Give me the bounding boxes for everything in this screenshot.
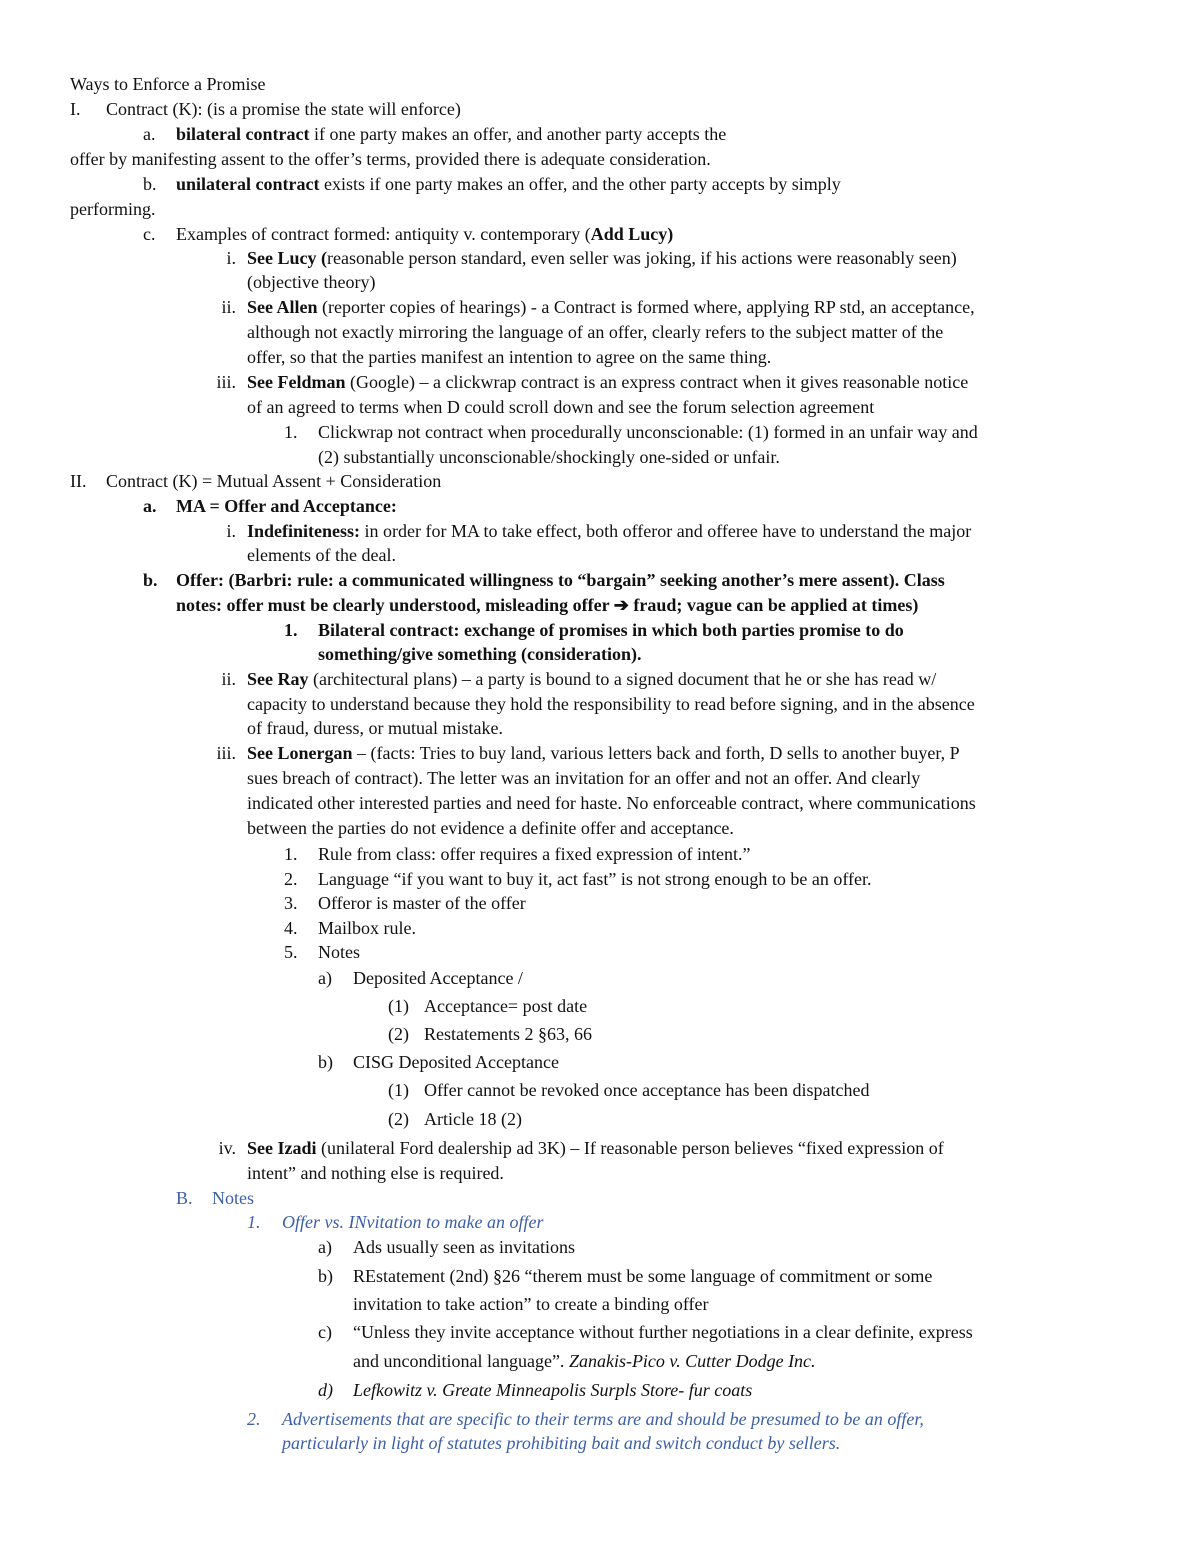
cisg-marker: b) [318,1052,333,1072]
lucy-text: reasonable person standard, even seller was joking, if his actions were reasonably seen) [327,248,957,268]
clickwrap-cont: (2) substantially unconscionable/shockingly one-sided or unfair. [318,447,780,467]
item-1c-line [176,222,673,246]
unilateral-contract-term: unilateral contract [176,174,320,194]
ray-case-name: See Ray [247,669,309,689]
note-b-cont: invitation to take action” to create a binding offer [353,1294,709,1314]
item-1b-line [176,172,841,196]
lon-item-4-text: Mailbox rule. [318,918,416,938]
note-c-cont-text: and unconditional language”. [353,1351,569,1371]
offer-heading-line2 [176,593,918,617]
lonergan-cont-1: sues breach of contract). The letter was an invitation for an offer and not an offer. And clearly [247,768,921,788]
lucy-marker: i. [226,248,236,268]
feldman-case-name: See Feldman [247,372,346,392]
allen-marker: ii. [221,297,236,317]
lonergan-cont-3: between the parties do not evidence a definite offer and acceptance. [247,818,734,838]
feldman-marker: iii. [216,372,236,392]
lon-item-5-marker: 5. [284,942,298,962]
note-b-marker: b) [318,1266,333,1286]
bilateral-contract-term: bilateral contract [176,124,310,144]
note-a-marker: a) [318,1237,332,1257]
lon-item-2-text: Language “if you want to buy it, act fast” is not strong enough to be an offer. [318,869,872,889]
offer-notes-text-end: fraud; vague can be applied at times) [628,595,919,615]
examples-text: Examples of contract formed: antiquity v. contemporary ( [176,224,591,244]
zanakis-case-name: Zanakis-Pico v. Cutter Dodge Inc. [568,1351,816,1371]
lucy-cont: (objective theory) [247,272,376,292]
notes-b-marker: B. [176,1188,193,1208]
mutual-assent-heading: MA = Offer and Acceptance: [176,496,397,516]
item-2b-marker: b. [143,570,158,590]
item-2a-marker: a. [143,496,157,516]
bilateral-cont: something/give something (consideration). [318,644,642,664]
deposited-item-2-text: Restatements 2 §63, 66 [424,1024,592,1044]
lefkowitz-case-name: Lefkowitz v. Greate Minneapolis Surpls Store- fur coats [353,1380,753,1400]
advert-text: Advertisements that are specific to their terms are and should be presumed to be an offer, [282,1409,924,1429]
deposited-text: Deposited Acceptance / [353,968,523,988]
deposited-item-1-marker: (1) [388,996,409,1016]
cisg-item-2-text: Article 18 (2) [424,1109,522,1129]
indef-cont: elements of the deal. [247,545,396,565]
feldman-line [247,370,968,394]
offer-heading-line1: Offer: (Barbri: rule: a communicated willingness to “bargain” seeking another’s mere assent). Class [176,570,945,590]
izadi-marker: iv. [218,1138,236,1158]
cisg-item-2-marker: (2) [388,1109,409,1129]
item-1a-cont: offer by manifesting assent to the offer’s terms, provided there is adequate consideration. [70,149,711,169]
lon-item-5-text: Notes [318,942,360,962]
lon-item-3-text: Offeror is master of the offer [318,893,526,913]
allen-case-name: See Allen [247,297,318,317]
cisg-item-1-text: Offer cannot be revoked once acceptance has been dispatched [424,1080,870,1100]
bilateral-text: Bilateral contract: exchange of promises in which both parties promise to do [318,620,904,640]
allen-text: (reporter copies of hearings) - a Contract is formed where, applying RP std, an acceptance, [317,297,975,317]
lonergan-case-name: See Lonergan [247,743,353,763]
deposited-marker: a) [318,968,332,988]
lucy-case-name: See Lucy ( [247,248,327,268]
ray-cont-1: capacity to understand because they hold the responsibility to read before signing, and in the absence [247,694,975,714]
bilateral-contract-def: if one party makes an offer, and another party accepts the [309,124,727,144]
offer-vs-marker: 1. [247,1212,261,1232]
lucy-line [247,246,957,270]
note-b-text: REstatement (2nd) §26 “therem must be some language of commitment or some [353,1266,933,1286]
lon-item-2-marker: 2. [284,869,298,889]
item-1a-line [176,122,726,146]
izadi-cont: intent” and nothing else is required. [247,1163,504,1183]
notes-b-heading: Notes [212,1188,254,1208]
indef-line [247,519,971,543]
section-2-heading: Contract (K) = Mutual Assent + Consideration [106,471,442,491]
offer-vs-heading: Offer vs. INvitation to make an offer [282,1212,544,1232]
advert-cont: particularly in light of statutes prohibiting bait and switch conduct by sellers. [282,1433,841,1453]
izadi-text: (unilateral Ford dealership ad 3K) – If reasonable person believes “fixed expression of [316,1138,944,1158]
section-1-marker: I. [70,99,81,119]
lon-item-1-marker: 1. [284,844,298,864]
izadi-line [247,1136,944,1160]
add-lucy-note: Add Lucy) [590,224,674,244]
allen-line [247,295,975,319]
lon-item-1-text: Rule from class: offer requires a fixed expression of intent.” [318,844,751,864]
clickwrap-marker: 1. [284,422,298,442]
arrow-icon: ➔ [613,595,629,615]
indef-marker: i. [226,521,236,541]
feldman-cont: of an agreed to terms when D could scroll down and see the forum selection agreement [247,397,875,417]
section-2-marker: II. [70,471,87,491]
ray-line [247,667,936,691]
deposited-item-1-text: Acceptance= post date [424,996,588,1016]
item-1a-marker: a. [143,124,156,144]
allen-cont-1: although not exactly mirroring the language of an offer, clearly refers to the subject matter of the [247,322,944,342]
section-1-heading: Contract (K): (is a promise the state will enforce) [106,99,461,119]
cisg-item-1-marker: (1) [388,1080,409,1100]
clickwrap-text: Clickwrap not contract when procedurally unconscionable: (1) formed in an unfair way and [318,422,978,442]
advert-marker: 2. [247,1409,261,1429]
lonergan-cont-2: indicated other interested parties and need for haste. No enforceable contract, where communications [247,793,976,813]
izadi-case-name: See Izadi [247,1138,317,1158]
note-a-text: Ads usually seen as invitations [353,1237,575,1257]
lonergan-line [247,741,960,765]
bilateral-marker: 1. [284,620,298,640]
indefiniteness-text: in order for MA to take effect, both offeror and offeree have to understand the major [360,521,972,541]
item-1b-cont: performing. [70,199,156,219]
indefiniteness-term: Indefiniteness: [247,521,361,541]
unilateral-contract-def: exists if one party makes an offer, and the other party accepts by simply [319,174,841,194]
ray-text: (architectural plans) – a party is bound to a signed document that he or she has read w/ [308,669,937,689]
allen-cont-2: offer, so that the parties manifest an intention to agree on the same thing. [247,347,772,367]
lonergan-marker: iii. [216,743,236,763]
note-c-marker: c) [318,1322,332,1342]
deposited-item-2-marker: (2) [388,1024,409,1044]
cisg-text: CISG Deposited Acceptance [353,1052,559,1072]
note-c-cont [353,1349,816,1373]
note-d-marker: d) [318,1380,333,1400]
lon-item-4-marker: 4. [284,918,298,938]
ray-marker: ii. [221,669,236,689]
lon-item-3-marker: 3. [284,893,298,913]
ray-cont-2: of fraud, duress, or mutual mistake. [247,718,503,738]
note-c-text: “Unless they invite acceptance without further negotiations in a clear definite, express [353,1322,973,1342]
lonergan-text: – (facts: Tries to buy land, various letters back and forth, D sells to another buyer, P [352,743,960,763]
feldman-text: (Google) – a clickwrap contract is an express contract when it gives reasonable notice [345,372,969,392]
document-title: Ways to Enforce a Promise [70,74,266,94]
item-1b-marker: b. [143,174,157,194]
item-1c-marker: c. [143,224,156,244]
offer-notes-text: notes: offer must be clearly understood, misleading offer [176,595,614,615]
